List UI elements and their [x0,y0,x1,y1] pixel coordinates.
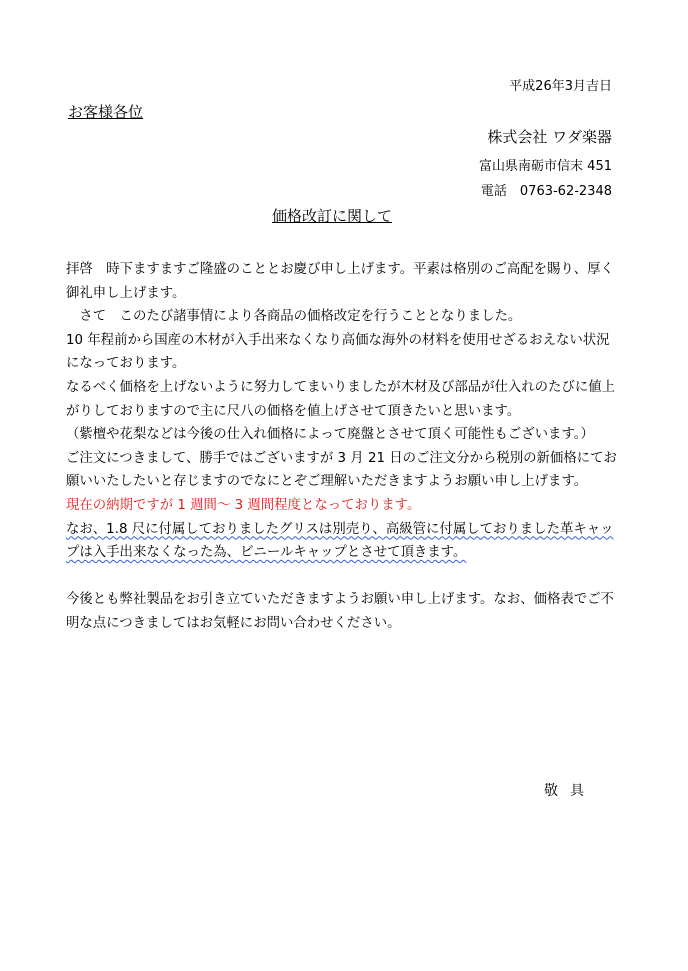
company-address: 富山県南砺市信末 451 [479,159,612,174]
closing-paragraph: 今後とも弊社製品をお引き立ていただきますようお願い申し上げます。なお、価格表でご不明な点につきましてはお気軽にお問い合わせください。 [66,592,614,631]
letter-subject: 価格改訂に関して [272,207,393,225]
discontinuation-note: （紫檀や花梨などは今後の仕入れ価格によって廃盤とさせて頂く可能性もございます。） [66,427,594,443]
addressee: お客様各位 [68,103,144,121]
company-phone: 電話 0763-62-2348 [480,184,612,199]
effective-date-paragraph: ご注文につきまして、勝手ではございますが 3 月 21 日のご注文分から税別の新価格にてお願いいたしたいと存じますのでなにとぞご理解いただきますようお願い申し上げます。 [66,450,617,490]
letter-date: 平成26年3月吉日 [509,79,612,94]
accessory-change-notice: なお、1.8 尺に付属しておりましたグリスは別売り、高級管に付属しておりました革キャップは入手出来なくなった為、ビニールキャップとさせて頂きます。 [66,521,614,561]
announcement-paragraph: さて このたび諸事情により各商品の価格改定を行うこととなりました。 [66,309,522,325]
price-increase-paragraph: なるべく価格を上げないように努力してまいりましたが木材及び部品が仕入れのたびに値上がりしておりますので主に尺八の価格を値上げさせて頂きたいと思います。 [66,379,616,419]
paragraph-spacer [66,565,622,589]
closing-signoff: 敬具 [544,783,596,799]
reason-paragraph: 10 年程前から国産の木材が入手出来なくなり高価な海外の材料を使用せざるおえない状況になっております。 [66,332,610,372]
greeting-paragraph: 拝啓 時下ますますご隆盛のこととお慶び申し上げます。平素は格別のご高配を賜り、厚く御礼申し上げます。 [66,262,614,301]
delivery-time-notice: 現在の納期ですが 1 週間〜 3 週間程度となっております。 [66,497,421,513]
company-name: 株式会社 ワダ楽器 [487,128,612,146]
letter-body [66,258,622,636]
